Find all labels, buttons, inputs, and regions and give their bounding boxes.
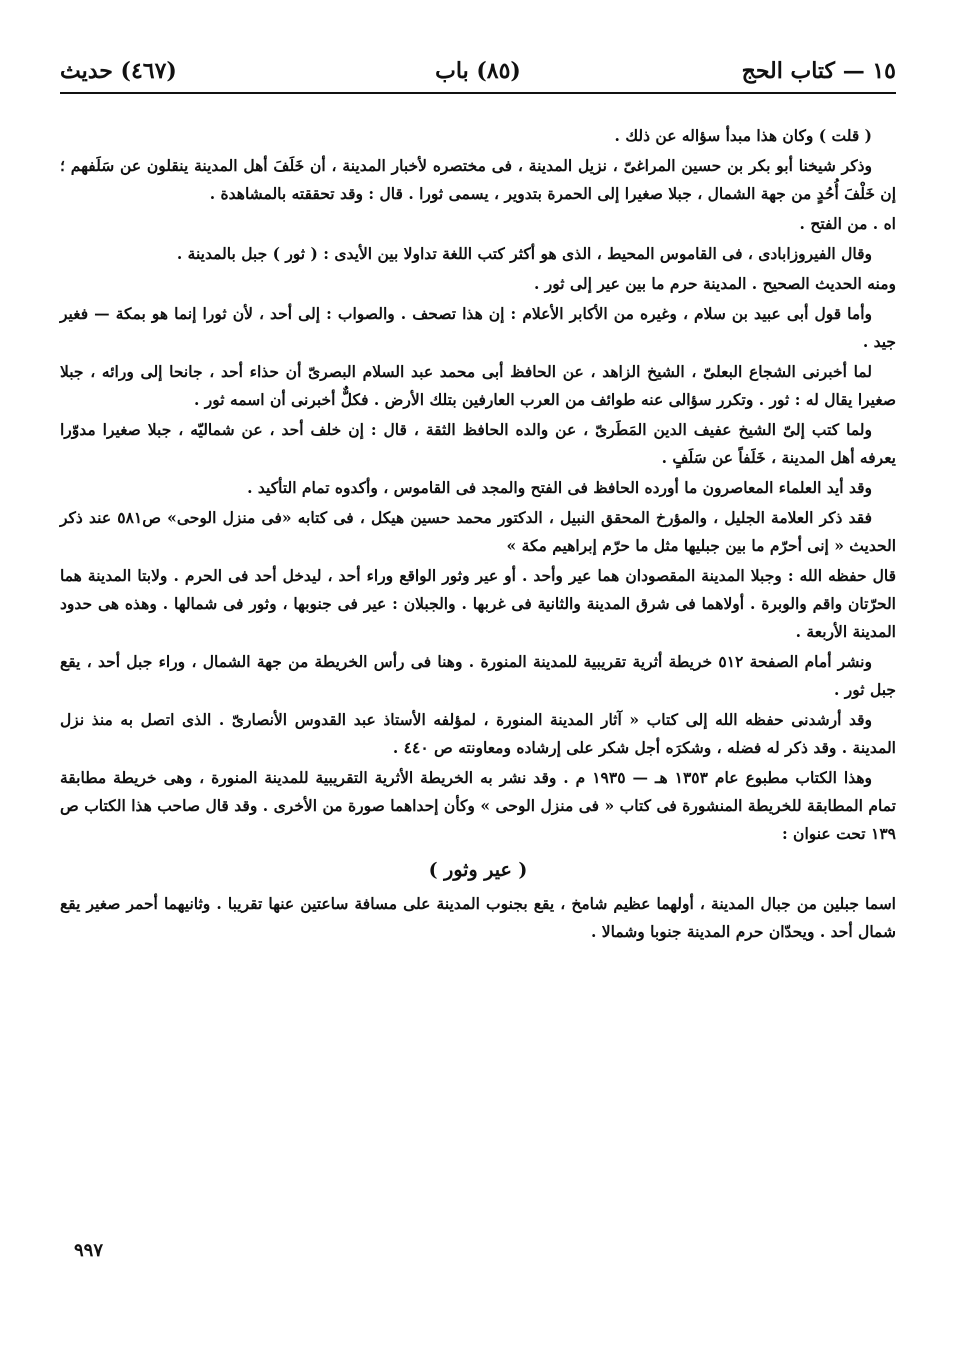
- running-header: [60, 58, 896, 92]
- paragraph: ولما كتب إلىّ الشيخ عفيف الدين المَطَرىّ ، عن والده الحافظ الثقة ، قال : إن خلف أحد ، عن شماليّه ، جبلا صغيرا مدوّرا يعرفه أهل المدينة ، خَلَفاً عن سَلَفٍ .: [60, 420, 896, 467]
- paragraph: وقد أيد العلماء المعاصرون ما أورده الحافظ فى الفتح والمجد فى القاموس ، وأكدوه تمام التأكيد .: [247, 478, 872, 497]
- header-rule: [60, 92, 896, 94]
- paragraph: وهذا الكتاب مطبوع عام ١٣٥٣ هـ — ١٩٣٥ م . وقد نشر به الخريطة الأثرية التقريبية للمدينة المنورة ، وهى خريطة مطابقة تمام المطابقة للخريطة المنشورة فى كتاب « فى منزل الوحى » وكأن إحداهما صورة من الأخرى . وقد قال صاحب هذا الكتاب ص ١٣٩ تحت عنوان :: [60, 768, 896, 843]
- paragraph: وقال الفيروزابادى ، فى القاموس المحيط ، الذى هو أكثر كتب اللغة تداولا بين الأيدى : ( ثور ) جبل بالمدينة .: [176, 244, 872, 263]
- paragraph: فقد ذكر العلامة الجليل ، والمؤرخ المحقق النبيل ، الدكتور محمد حسين هيكل ، فى كتابه «فى منزل الوحى» ص٥٨١ عند ذكر الحديث « إنى أحرّم ما بين جبليها مثل ما حرّم إبراهيم مكة »: [60, 508, 896, 555]
- paragraph: وأما قول أبى عبيد بن سلام ، وغيره من الأكابر الأعلام : إن هذا تصحف . والصواب : إلى أحد ، لأن ثورا إنما هو بمكة — فغير جيد .: [60, 304, 896, 351]
- paragraph: اسما جبلين من جبال المدينة ، أولهما عظيم شامخ ، يقع بجنوب المدينة على مسافة ساعتين عنها تقريبا . وثانيهما أحمر صغير يقع شمال أحد . ويحدّان حرم المدينة جنوبا وشمالا .: [60, 894, 896, 941]
- header-hadith: (٤٦٧) حديث: [60, 58, 177, 84]
- page-number: ٩٩٧: [74, 1240, 104, 1261]
- paragraph: ( قلت ) وكان هذا مبدأ سؤاله عن ذلك .: [614, 126, 872, 145]
- paragraph: وذكر شيخنا أبو بكر بن حسين المراغىّ ، نزيل المدينة ، فى مختصره لأخبار المدينة ، أن خَلَفَ أهل المدينة ينقلون عن سَلَفهم ؛ إن خَلْفَ أُحُدٍ من جهة الشمال ، جبلا صغيرا إلى الحمرة بتدوير ، يسمى ثورا . قال : وقد تحققته بالمشاهدة .: [60, 156, 896, 203]
- paragraph: ونشر أمام الصفحة ٥١٢ خريطة أثرية تقريبية للمدينة المنورة . وهنا فى رأس الخريطة من جهة الشمال ، وراء جبل أحد ، يقع جبل ثور .: [60, 652, 896, 699]
- header-book-title: ١٥ — كتاب الحج: [741, 58, 896, 84]
- header-chapter: (٨٥) باب: [435, 58, 521, 84]
- paragraph: ومنه الحديث الصحيح . المدينة حرم ما بين عير إلى ثور .: [534, 274, 896, 293]
- paragraph: اه . من الفتح .: [799, 214, 896, 233]
- paragraph: لما أخبرنى الشجاع البعلىّ ، الشيخ الزاهد ، عن الحافظ أبى محمد عبد السلام البصرىّ أن حذاء أحد ، جانحا إلى ورائه ، جبلا صغيرا يقال له : ثور . وتكرر سؤالى عنه طوائف من العرب العارفين بتلك الأرض . فكلٌّ أخبرنى أن اسمه ثور .: [60, 362, 896, 409]
- page-body: [60, 122, 896, 948]
- paragraph: وقد أرشدنى حفظه الله إلى كتاب « آثار المدينة المنورة ، لمؤلفه الأستاذ عبد القدوس الأنصارىّ . الذى اتصل به منذ نزل المدينة . وقد ذكر له فضله ، وشكرَه أجل شكر على إرشاده ومعاونته ص ٤٤٠ .: [60, 710, 896, 757]
- section-subtitle: ( عير وثور ): [428, 859, 528, 881]
- paragraph: قال حفظه الله : وجبلا المدينة المقصودان هما عير وأحد . أو عير وثور الواقع وراء أحد ، ليدخل أحد فى الحرم . ولابتا المدينة هما الحرّتان واقم والوبرة . أولاهما فى شرق المدينة والثانية فى غربها . والجبلان : عير فى جنوبها ، وثور فى شمالها . وهذه هى حدود المدينة الأربعة .: [60, 566, 896, 641]
